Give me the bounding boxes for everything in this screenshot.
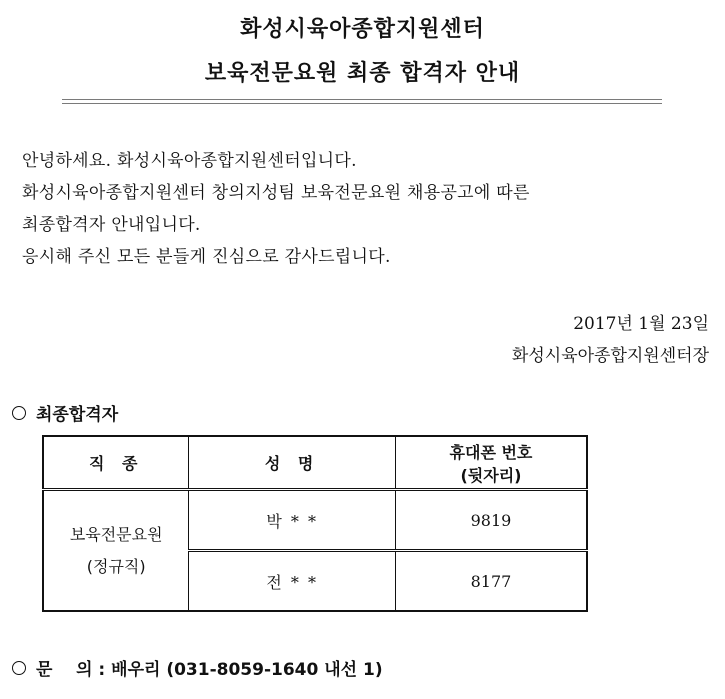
table-row <box>43 490 587 551</box>
header-phone-label: 휴대폰 번호 <box>449 442 533 462</box>
name-cell: 박 * * <box>189 490 396 551</box>
circle-bullet-icon <box>12 406 26 420</box>
greeting-line: 안녕하세요. 화성시육아종합지원센터입니다. <box>22 151 357 171</box>
document-subtitle: 보육전문요원 최종 합격자 안내 <box>204 61 521 86</box>
contact-line <box>12 655 383 680</box>
job-cell <box>43 490 189 612</box>
passers-table <box>42 435 588 612</box>
document-date: 2017년 1월 23일 <box>573 314 709 334</box>
phone-cell: 8177 <box>395 551 587 612</box>
document-title: 화성시육아종합지원센터 <box>240 17 485 42</box>
section-final-passers <box>12 400 118 425</box>
signature: 화성시육아종합지원센터장 <box>511 346 709 366</box>
phone-cell: 9819 <box>395 490 587 551</box>
circle-bullet-icon <box>12 661 26 675</box>
title-divider-bottom <box>62 103 662 104</box>
table-header-row <box>43 436 587 490</box>
thanks-line: 응시해 주신 모든 분들게 진심으로 감사드립니다. <box>22 247 391 267</box>
contact-text: 문 의 : 배우리 (031-8059-1640 내선 1) <box>36 660 383 680</box>
announcement-line-cont: 최종합격자 안내입니다. <box>22 215 201 235</box>
header-job: 직 종 <box>43 436 189 490</box>
announcement-line: 화성시육아종합지원센터 창의지성팀 보육전문요원 채용공고에 따른 <box>22 183 530 203</box>
header-phone <box>395 436 587 490</box>
name-cell: 전 * * <box>189 551 396 612</box>
section-title: 최종합격자 <box>36 405 119 425</box>
job-title: 보육전문요원 <box>69 524 163 544</box>
job-type: (정규직) <box>86 556 146 576</box>
title-divider-top <box>62 99 662 100</box>
header-name: 성 명 <box>189 436 396 490</box>
header-phone-sub: (뒷자리) <box>460 465 522 485</box>
